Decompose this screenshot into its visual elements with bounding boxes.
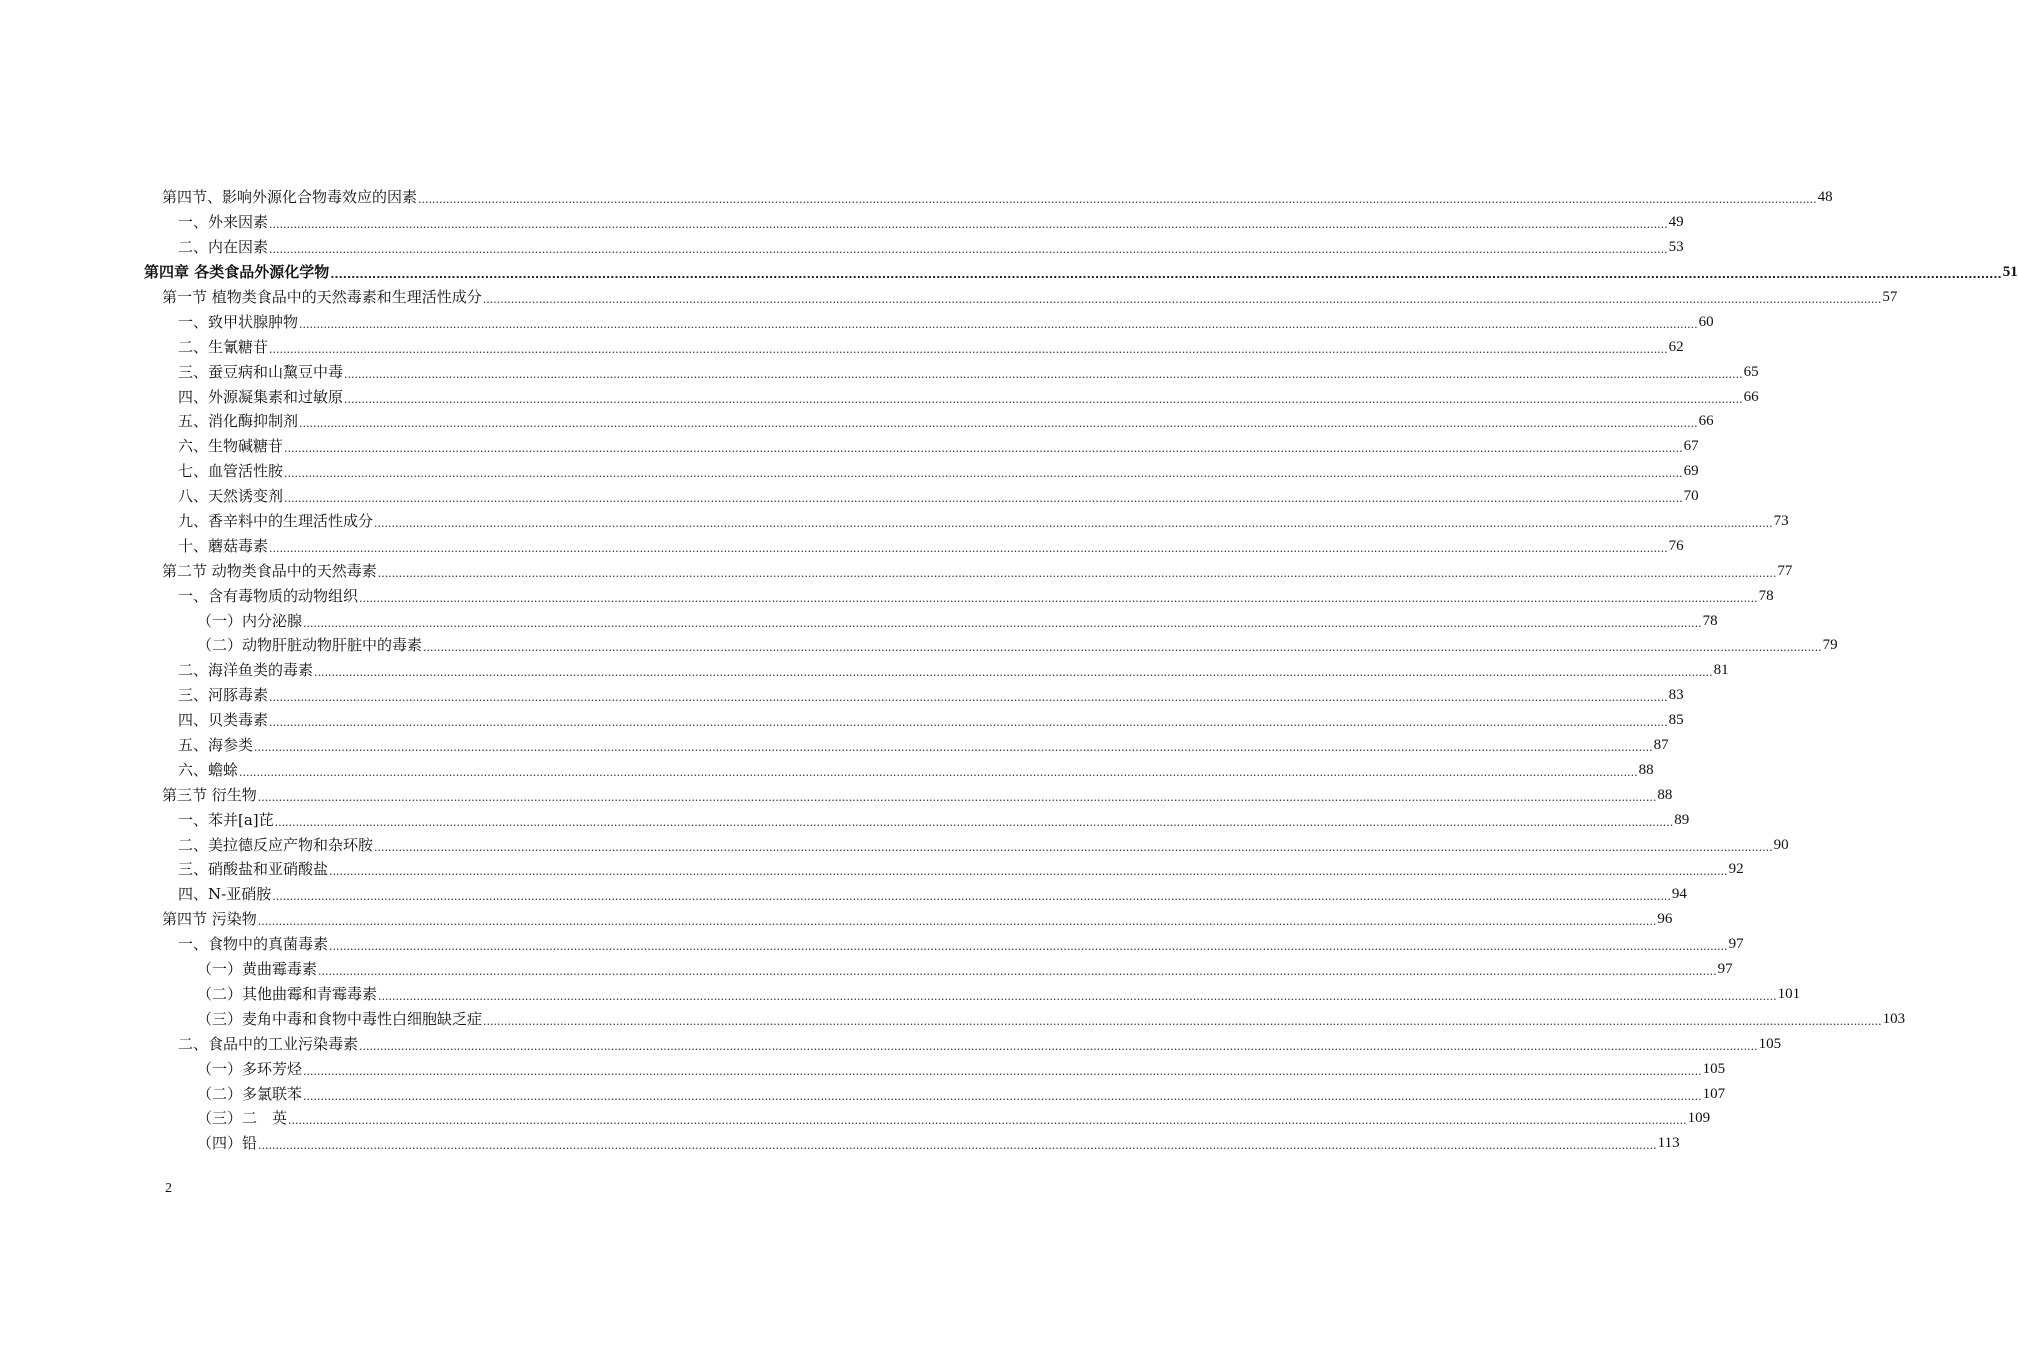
toc-dot-leader: ................................................................................................................................................................................................................................................................................................................................................................................................................ xyxy=(269,218,1668,232)
toc-entry-title: 十、蘑菇毒素 xyxy=(178,536,269,555)
toc-entry-item[interactable] xyxy=(0,807,1690,832)
toc-entry-title: （二）其他曲霉和青霉毒素 xyxy=(197,984,378,1003)
toc-entry-page-number: 90 xyxy=(1773,836,1789,853)
toc-dot-leader: ................................................................................................................................................................................................................................................................................................................................................................................................................ xyxy=(330,268,2002,282)
toc-entry-page-number: 88 xyxy=(1657,786,1673,803)
toc-entry-item[interactable] xyxy=(0,409,1714,434)
toc-dot-leader: ................................................................................................................................................................................................................................................................................................................................................................................................................ xyxy=(377,566,1777,580)
toc-dot-leader: ................................................................................................................................................................................................................................................................................................................................................................................................................ xyxy=(318,965,1717,979)
toc-entry-item[interactable] xyxy=(0,683,1684,708)
toc-entry-page-number: 113 xyxy=(1657,1135,1680,1152)
toc-entry-item[interactable] xyxy=(0,832,1789,857)
toc-entry-page-number: 109 xyxy=(1687,1110,1711,1127)
toc-entry-page-number: 83 xyxy=(1668,687,1684,704)
toc-entry-sub[interactable] xyxy=(0,982,1801,1007)
toc-entry-page-number: 105 xyxy=(1702,1060,1726,1077)
toc-dot-leader: ................................................................................................................................................................................................................................................................................................................................................................................................................ xyxy=(269,691,1668,705)
toc-entry-section[interactable] xyxy=(0,907,1673,932)
toc-dot-leader: ................................................................................................................................................................................................................................................................................................................................................................................................................ xyxy=(359,1039,1758,1053)
toc-entry-title: （三）二 英 xyxy=(197,1109,288,1128)
toc-entry-item[interactable] xyxy=(0,309,1714,334)
toc-dot-leader: ................................................................................................................................................................................................................................................................................................................................................................................................................ xyxy=(258,1139,1657,1153)
toc-dot-leader: ................................................................................................................................................................................................................................................................................................................................................................................................................ xyxy=(284,467,1683,481)
toc-dot-leader: ................................................................................................................................................................................................................................................................................................................................................................................................................ xyxy=(482,293,1882,306)
toc-entry-title: （三）麦角中毒和食物中毒性白细胞缺乏症 xyxy=(197,1009,483,1028)
toc-entry-page-number: 97 xyxy=(1717,961,1733,978)
toc-entry-title: 二、美拉德反应产物和杂环胺 xyxy=(178,835,374,854)
toc-entry-title: （二）动物肝脏动物肝脏中的毒素 xyxy=(197,636,423,655)
toc-entry-title: 四、贝类毒素 xyxy=(178,711,269,730)
toc-entry-page-number: 66 xyxy=(1698,413,1714,430)
toc-entry-title: 二、海洋鱼类的毒素 xyxy=(178,661,314,680)
toc-dot-leader: ................................................................................................................................................................................................................................................................................................................................................................................................................ xyxy=(284,442,1683,456)
toc-dot-leader: ................................................................................................................................................................................................................................................................................................................................................................................................................ xyxy=(303,1064,1702,1078)
toc-entry-page-number: 77 xyxy=(1777,562,1793,579)
toc-dot-leader: ................................................................................................................................................................................................................................................................................................................................................................................................................ xyxy=(239,765,1638,779)
toc-entry-title: 八、天然诱变剂 xyxy=(178,487,284,506)
toc-entry-page-number: 51 xyxy=(2002,264,2018,281)
toc-entry-item[interactable] xyxy=(0,1031,1782,1056)
toc-entry-item[interactable] xyxy=(0,434,1699,459)
toc-entry-title: 三、蚕豆病和山黧豆中毒 xyxy=(178,362,344,381)
toc-dot-leader: ................................................................................................................................................................................................................................................................................................................................................................................................................ xyxy=(374,517,1773,531)
toc-entry-sub[interactable] xyxy=(0,957,1733,982)
toc-entry-page-number: 73 xyxy=(1773,513,1789,530)
toc-entry-title: 第四章 各类食品外源化学物 xyxy=(144,263,330,282)
toc-entry-item[interactable] xyxy=(0,533,1684,558)
toc-dot-leader: ................................................................................................................................................................................................................................................................................................................................................................................................................ xyxy=(254,741,1653,755)
toc-entry-page-number: 87 xyxy=(1653,737,1669,754)
toc-dot-leader: ................................................................................................................................................................................................................................................................................................................................................................................................................ xyxy=(257,915,1657,929)
toc-entry-page-number: 105 xyxy=(1758,1035,1782,1052)
toc-entry-page-number: 53 xyxy=(1668,239,1684,256)
toc-dot-leader: ................................................................................................................................................................................................................................................................................................................................................................................................................ xyxy=(269,342,1668,356)
toc-entry-title: 一、致甲状腺肿物 xyxy=(178,312,299,331)
toc-dot-leader: ................................................................................................................................................................................................................................................................................................................................................................................................................ xyxy=(374,840,1773,854)
toc-entry-section[interactable] xyxy=(0,185,1833,210)
page-number: 2 xyxy=(165,1181,172,1196)
toc-entry-item[interactable] xyxy=(0,857,1744,882)
toc-dot-leader: ................................................................................................................................................................................................................................................................................................................................................................................................................ xyxy=(299,417,1698,431)
toc-entry-page-number: 101 xyxy=(1777,985,1801,1002)
toc-dot-leader: ................................................................................................................................................................................................................................................................................................................................................................................................................ xyxy=(378,989,1777,1003)
toc-entry-section[interactable] xyxy=(0,285,1898,310)
toc-entry-section[interactable] xyxy=(0,782,1673,807)
toc-entry-title: 第四节 污染物 xyxy=(162,910,257,929)
toc-entry-page-number: 76 xyxy=(1668,537,1684,554)
toc-entry-title: （一）黄曲霉毒素 xyxy=(197,960,318,979)
toc-entry-page-number: 60 xyxy=(1698,313,1714,330)
toc-entry-title: （二）多氯联苯 xyxy=(197,1084,303,1103)
toc-entry-page-number: 79 xyxy=(1822,637,1838,654)
toc-dot-leader: ................................................................................................................................................................................................................................................................................................................................................................................................................ xyxy=(303,616,1702,630)
toc-entry-title: 二、食品中的工业污染毒素 xyxy=(178,1034,359,1053)
toc-entry-page-number: 69 xyxy=(1683,463,1699,480)
toc-entry-page-number: 94 xyxy=(1671,886,1687,903)
toc-entry-page-number: 65 xyxy=(1743,363,1759,380)
toc-entry-page-number: 92 xyxy=(1728,861,1744,878)
toc-entry-item[interactable] xyxy=(0,235,1684,260)
toc-entry-title: 一、苯并[a]芘 xyxy=(178,810,274,829)
toc-entry-title: 六、蟾蜍 xyxy=(178,760,239,779)
toc-dot-leader: ................................................................................................................................................................................................................................................................................................................................................................................................................ xyxy=(423,641,1822,655)
toc-entry-page-number: 67 xyxy=(1683,438,1699,455)
toc-entry-sub[interactable] xyxy=(0,1006,1906,1031)
toc-entry-page-number: 81 xyxy=(1713,662,1729,679)
toc-dot-leader: ................................................................................................................................................................................................................................................................................................................................................................................................................ xyxy=(257,790,1657,804)
toc-dot-leader: ................................................................................................................................................................................................................................................................................................................................................................................................................ xyxy=(269,716,1668,730)
toc-entry-item[interactable] xyxy=(0,359,1759,384)
toc-entry-title: 九、香辛料中的生理活性成分 xyxy=(178,512,374,531)
toc-entry-page-number: 107 xyxy=(1702,1085,1726,1102)
toc-dot-leader: ................................................................................................................................................................................................................................................................................................................................................................................................................ xyxy=(314,666,1713,680)
toc-entry-sub[interactable] xyxy=(0,1106,1711,1131)
toc-entry-title: 第二节 动物类食品中的天然毒素 xyxy=(162,561,377,580)
toc-entry-item[interactable] xyxy=(0,882,1687,907)
toc-entry-chapter[interactable] xyxy=(0,260,2018,285)
toc-entry-item[interactable] xyxy=(0,708,1684,733)
toc-entry-page-number: 66 xyxy=(1743,388,1759,405)
toc-dot-leader: ................................................................................................................................................................................................................................................................................................................................................................................................................ xyxy=(344,392,1743,406)
table-of-contents xyxy=(0,185,2018,1156)
toc-dot-leader: ................................................................................................................................................................................................................................................................................................................................................................................................................ xyxy=(329,865,1728,879)
toc-entry-item[interactable] xyxy=(0,733,1669,758)
toc-entry-title: （一）多环芳烃 xyxy=(197,1059,303,1078)
toc-dot-leader: ................................................................................................................................................................................................................................................................................................................................................................................................................ xyxy=(269,541,1668,555)
toc-dot-leader: ................................................................................................................................................................................................................................................................................................................................................................................................................ xyxy=(344,367,1743,381)
toc-dot-leader: ................................................................................................................................................................................................................................................................................................................................................................................................................ xyxy=(359,591,1758,605)
toc-dot-leader: ................................................................................................................................................................................................................................................................................................................................................................................................................ xyxy=(284,492,1683,506)
toc-entry-title: 二、生氰糖苷 xyxy=(178,337,269,356)
toc-entry-page-number: 88 xyxy=(1638,761,1654,778)
toc-entry-item[interactable] xyxy=(0,509,1789,534)
toc-dot-leader: ................................................................................................................................................................................................................................................................................................................................................................................................................ xyxy=(303,1089,1702,1103)
toc-entry-sub[interactable] xyxy=(0,1081,1726,1106)
toc-entry-item[interactable] xyxy=(0,210,1684,235)
toc-entry-page-number: 85 xyxy=(1668,712,1684,729)
toc-dot-leader: ................................................................................................................................................................................................................................................................................................................................................................................................................ xyxy=(483,1014,1882,1028)
toc-entry-page-number: 103 xyxy=(1882,1010,1906,1027)
toc-entry-page-number: 96 xyxy=(1657,911,1673,928)
toc-entry-title: 四、外源凝集素和过敏原 xyxy=(178,387,344,406)
toc-entry-page-number: 97 xyxy=(1728,936,1744,953)
toc-entry-title: 五、消化酶抑制剂 xyxy=(178,412,299,431)
toc-entry-item[interactable] xyxy=(0,932,1744,957)
toc-entry-title: 三、河豚毒素 xyxy=(178,686,269,705)
toc-entry-title: 二、内在因素 xyxy=(178,238,269,257)
toc-entry-title: 第四节、影响外源化合物毒效应的因素 xyxy=(162,188,418,207)
toc-entry-title: （一）内分泌腺 xyxy=(197,611,303,630)
toc-entry-item[interactable] xyxy=(0,484,1699,509)
toc-entry-sub[interactable] xyxy=(0,608,1718,633)
toc-dot-leader: ................................................................................................................................................................................................................................................................................................................................................................................................................ xyxy=(274,815,1674,829)
toc-entry-sub[interactable] xyxy=(0,1056,1726,1081)
toc-entry-title: 七、血管活性胺 xyxy=(178,462,284,481)
toc-entry-title: 第一节 植物类食品中的天然毒素和生理活性成分 xyxy=(162,288,482,306)
toc-entry-title: 一、含有毒物质的动物组织 xyxy=(178,586,359,605)
toc-entry-item[interactable] xyxy=(0,334,1684,359)
toc-entry-item[interactable] xyxy=(0,459,1699,484)
toc-entry-title: 第三节 衍生物 xyxy=(162,785,257,804)
toc-dot-leader: ................................................................................................................................................................................................................................................................................................................................................................................................................ xyxy=(269,243,1668,257)
toc-entry-item[interactable] xyxy=(0,658,1729,683)
toc-entry-title: 四、N-亚硝胺 xyxy=(178,885,272,904)
toc-entry-title: 一、外来因素 xyxy=(178,213,269,232)
toc-entry-title: 三、硝酸盐和亚硝酸盐 xyxy=(178,860,329,879)
toc-entry-section[interactable] xyxy=(0,558,1793,583)
toc-entry-title: 一、食物中的真菌毒素 xyxy=(178,935,329,954)
toc-entry-page-number: 70 xyxy=(1683,488,1699,505)
toc-entry-page-number: 78 xyxy=(1702,612,1718,629)
toc-entry-page-number: 49 xyxy=(1668,214,1684,231)
toc-entry-title: 六、生物碱糖苷 xyxy=(178,437,284,456)
toc-entry-page-number: 78 xyxy=(1758,587,1774,604)
toc-entry-item[interactable] xyxy=(0,583,1774,608)
toc-entry-title: （四）铅 xyxy=(197,1134,258,1153)
toc-dot-leader: ................................................................................................................................................................................................................................................................................................................................................................................................................ xyxy=(299,317,1698,331)
toc-entry-sub[interactable] xyxy=(0,633,1838,658)
toc-dot-leader: ................................................................................................................................................................................................................................................................................................................................................................................................................ xyxy=(418,193,1817,207)
toc-entry-item[interactable] xyxy=(0,384,1759,409)
toc-entry-item[interactable] xyxy=(0,757,1654,782)
toc-entry-page-number: 57 xyxy=(1882,289,1898,305)
toc-dot-leader: ................................................................................................................................................................................................................................................................................................................................................................................................................ xyxy=(329,940,1728,954)
toc-dot-leader: ................................................................................................................................................................................................................................................................................................................................................................................................................ xyxy=(288,1114,1687,1128)
toc-dot-leader: ................................................................................................................................................................................................................................................................................................................................................................................................................ xyxy=(272,890,1671,904)
toc-entry-sub[interactable] xyxy=(0,1131,1680,1156)
toc-entry-page-number: 62 xyxy=(1668,338,1684,355)
toc-entry-page-number: 89 xyxy=(1674,811,1690,828)
toc-entry-title: 五、海参类 xyxy=(178,736,254,755)
toc-entry-page-number: 48 xyxy=(1817,189,1833,206)
